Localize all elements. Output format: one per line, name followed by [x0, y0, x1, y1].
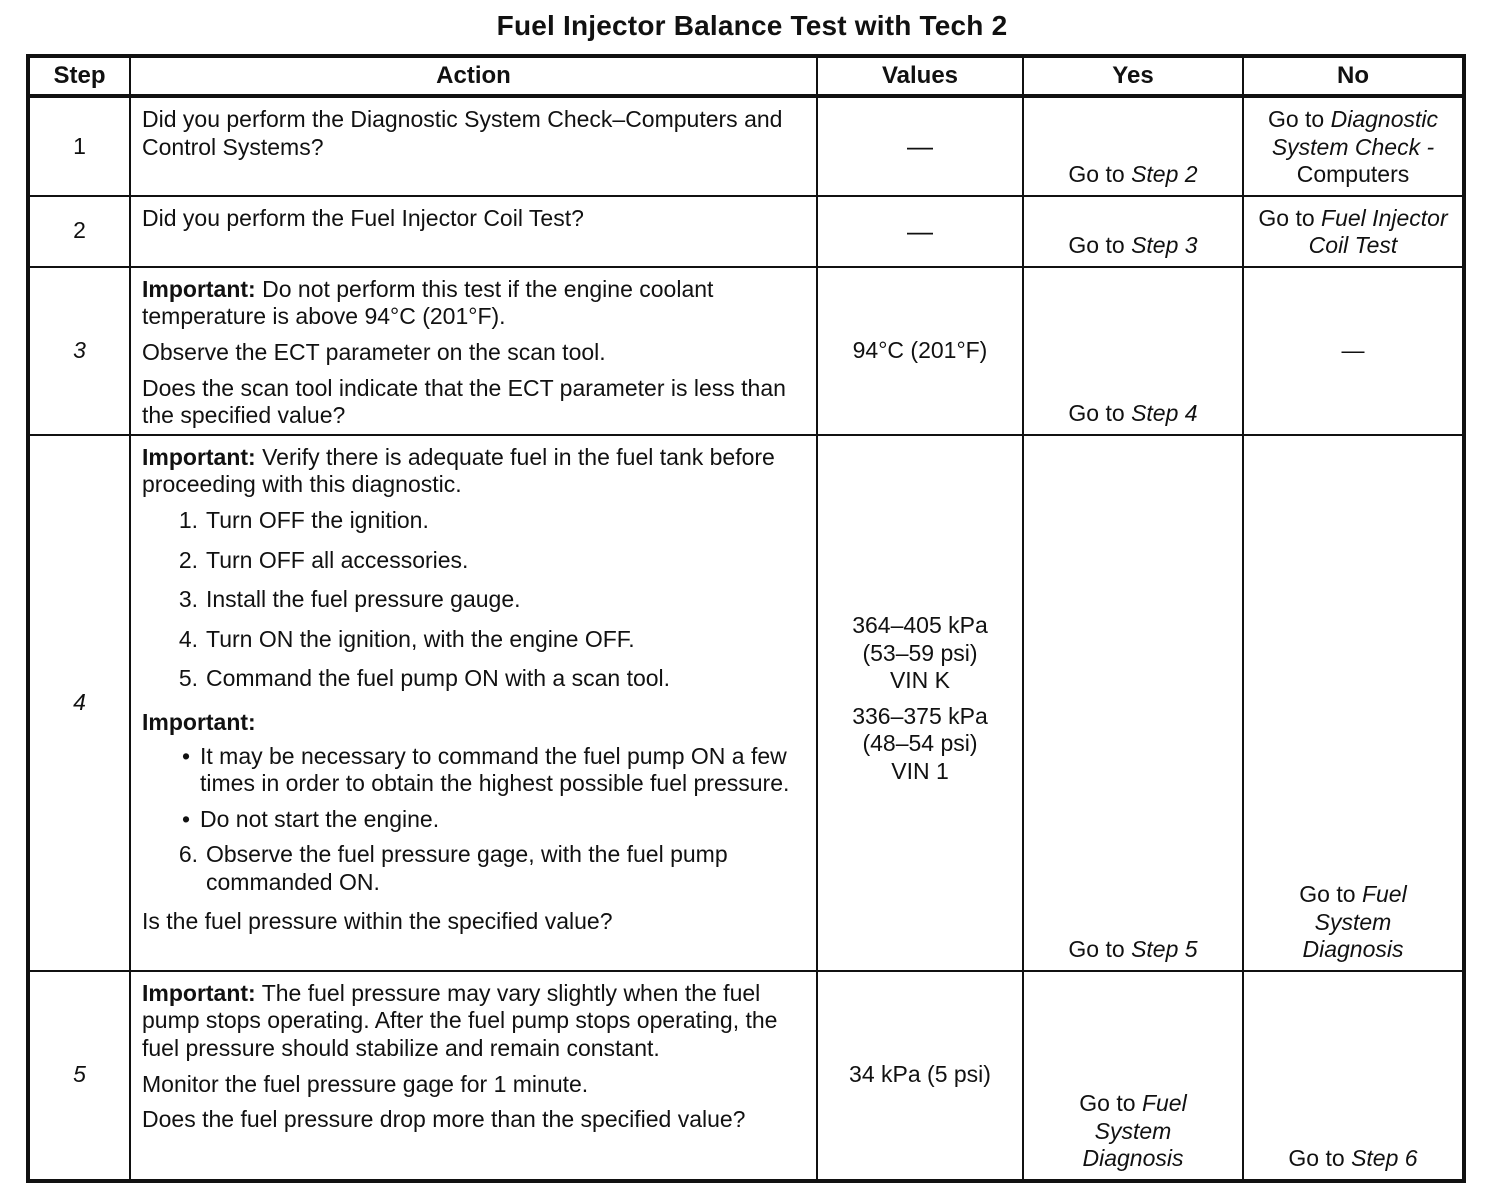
yes-link[interactable]: Step 5 — [1131, 936, 1198, 963]
yes-prefix: Go to — [1068, 161, 1132, 188]
step-number: 3 — [28, 267, 130, 435]
step-number: 1 — [28, 96, 130, 196]
no-cell — [1243, 435, 1464, 971]
important-note — [142, 980, 806, 1063]
value-text: VIN 1 — [891, 757, 949, 784]
diagnostic-table — [26, 54, 1466, 1183]
value-text: — — [907, 215, 933, 246]
no-cell — [1243, 196, 1464, 267]
value-cell — [817, 96, 1023, 196]
list-item — [142, 743, 806, 798]
list-text: Install the fuel pressure gauge. — [206, 586, 521, 613]
action-cell — [130, 971, 817, 1181]
table-row — [28, 971, 1464, 1181]
step-number: 2 — [28, 196, 130, 267]
header-yes: Yes — [1023, 56, 1243, 96]
list-item — [142, 626, 806, 654]
list-number: 6. — [178, 841, 198, 868]
action-cell — [130, 267, 817, 435]
important-label: Important: — [142, 275, 256, 302]
yes-link[interactable]: Fuel System Diagnosis — [1082, 1089, 1187, 1172]
value-text: 336–375 kPa — [852, 702, 988, 729]
yes-cell — [1023, 435, 1243, 971]
yes-cell — [1023, 267, 1243, 435]
value-text: 34 kPa (5 psi) — [817, 971, 1023, 1181]
list-text: It may be necessary to command the fuel pump ON a few times in order to obtain the highest possible fuel pressure. — [200, 742, 790, 797]
value-text: (53–59 psi) — [862, 639, 978, 666]
procedure-list — [142, 841, 806, 896]
header-no: No — [1243, 56, 1464, 96]
no-suffix: Computers — [1296, 161, 1410, 188]
yes-prefix: Go to — [1068, 232, 1132, 259]
bullet-icon: • — [181, 742, 190, 769]
yes-cell — [1023, 196, 1243, 267]
list-item — [142, 547, 806, 575]
value-text: (48–54 psi) — [862, 730, 978, 757]
procedure-list — [142, 507, 806, 693]
yes-prefix: Go to — [1068, 936, 1132, 963]
important-label: Important: — [142, 979, 256, 1006]
important-label: Important: — [142, 443, 256, 470]
header-values: Values — [817, 56, 1023, 96]
action-text: Did you perform the Diagnostic System Check–Computers and Control Systems? — [130, 96, 817, 196]
no-prefix: Go to — [1258, 204, 1322, 231]
value-block-vin-k — [818, 612, 1022, 695]
action-cell — [130, 435, 817, 971]
list-text: Command the fuel pump ON with a scan tool. — [206, 665, 671, 692]
list-item — [142, 841, 806, 896]
no-link[interactable]: Fuel System Diagnosis — [1302, 880, 1407, 963]
yes-prefix: Go to — [1079, 1089, 1142, 1116]
value-block-vin-1 — [818, 703, 1022, 786]
value-text: 364–405 kPa — [852, 611, 988, 638]
table-row — [28, 267, 1464, 435]
no-prefix: Go to — [1299, 880, 1362, 907]
action-question: Does the scan tool indicate that the ECT parameter is less than the specified value? — [142, 374, 786, 429]
list-text: Turn OFF the ignition. — [206, 506, 429, 533]
yes-cell — [1023, 96, 1243, 196]
header-row — [28, 56, 1464, 96]
no-text: — — [1341, 336, 1365, 363]
list-number: 3. — [178, 586, 198, 613]
table-row — [28, 196, 1464, 267]
yes-link[interactable]: Step 4 — [1131, 400, 1198, 427]
table-row — [28, 435, 1464, 971]
list-number: 2. — [178, 546, 198, 573]
list-item — [142, 586, 806, 614]
list-text: Turn OFF all accessories. — [206, 546, 469, 573]
no-prefix: Go to — [1288, 1145, 1352, 1172]
important-note-2 — [142, 709, 806, 737]
no-prefix: Go to — [1267, 106, 1331, 132]
no-link[interactable]: Step 6 — [1351, 1145, 1418, 1172]
list-number: 5. — [178, 665, 198, 692]
step-number: 4 — [28, 435, 130, 971]
value-text: 94°C (201°F) — [817, 267, 1023, 435]
important-text: Do not perform this test if the engine coolant temperature is above 94°C (201°F). — [142, 275, 714, 330]
list-item — [142, 665, 806, 693]
action-question: Does the fuel pressure drop more than the specified value? — [142, 1106, 746, 1133]
bullet-list — [142, 743, 806, 834]
action-line: Monitor the fuel pressure gage for 1 minute. — [142, 1070, 589, 1097]
yes-link[interactable]: Step 2 — [1131, 161, 1198, 188]
no-cell — [1243, 971, 1464, 1181]
yes-cell — [1023, 971, 1243, 1181]
list-number: 1. — [178, 506, 198, 533]
value-text: VIN K — [889, 667, 951, 694]
list-text: Do not start the engine. — [200, 805, 440, 832]
value-cell — [817, 196, 1023, 267]
list-text: Observe the fuel pressure gage, with the fuel pump commanded ON. — [206, 841, 728, 895]
no-link[interactable]: Fuel Injector Coil Test — [1308, 204, 1448, 259]
bullet-icon: • — [181, 805, 190, 832]
list-item — [142, 806, 806, 834]
important-text: The fuel pressure may vary slightly when the fuel pump stops operating. After the fuel pump stops operating, the fuel pressure should stabilize and remain constant. — [142, 979, 778, 1061]
step-number: 5 — [28, 971, 130, 1181]
list-item — [142, 507, 806, 535]
no-cell — [1243, 96, 1464, 196]
yes-link[interactable]: Step 3 — [1131, 232, 1198, 259]
important-label: Important: — [142, 708, 256, 735]
page-title: Fuel Injector Balance Test with Tech 2 — [496, 10, 1008, 41]
header-step: Step — [28, 56, 130, 96]
important-text: Verify there is adequate fuel in the fuel tank before proceeding with this diagnostic. — [142, 443, 775, 498]
no-link[interactable]: Diagnostic System Check - — [1271, 106, 1439, 160]
list-text: Turn ON the ignition, with the engine OFF. — [206, 625, 635, 652]
value-text: — — [907, 130, 933, 161]
action-line: Observe the ECT parameter on the scan tool. — [142, 338, 606, 365]
action-question: Is the fuel pressure within the specified value? — [142, 908, 613, 935]
header-action: Action — [130, 56, 817, 96]
important-note — [142, 276, 806, 331]
action-text: Did you perform the Fuel Injector Coil Test? — [130, 196, 817, 267]
list-number: 4. — [178, 625, 198, 652]
important-note — [142, 444, 806, 499]
yes-prefix: Go to — [1068, 400, 1132, 427]
no-cell — [1243, 267, 1464, 435]
table-row — [28, 96, 1464, 196]
value-cell — [817, 435, 1023, 971]
